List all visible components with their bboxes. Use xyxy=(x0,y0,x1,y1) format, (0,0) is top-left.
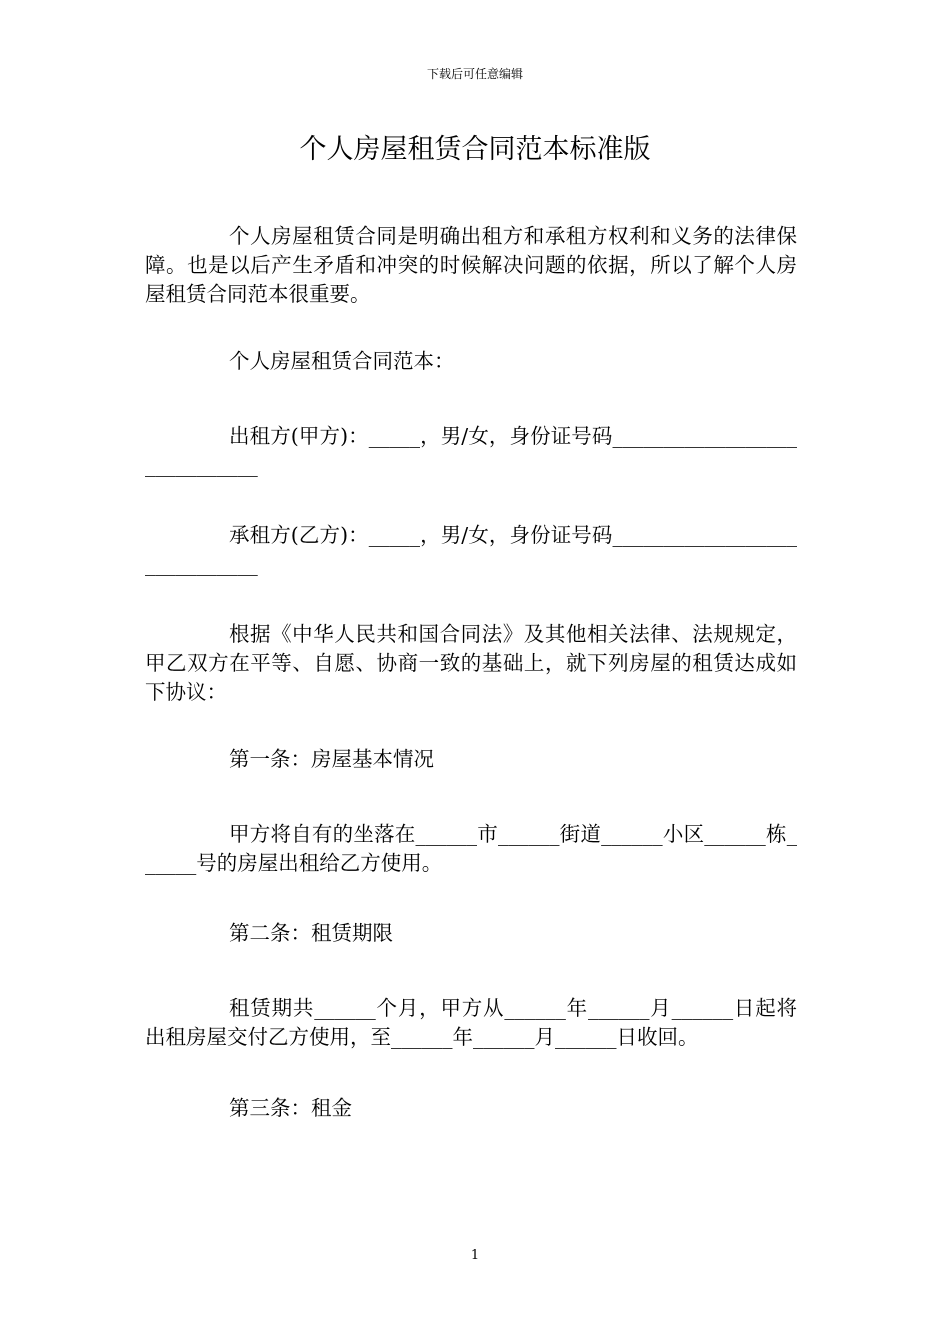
article-1-heading: 第一条：房屋基本情况 xyxy=(229,747,434,771)
article-2-content: 租赁期共______个月，甲方从______年______月______日起将出租房屋交付乙方使用，至______年______月______日收回。 xyxy=(145,996,797,1049)
lessor-line: 出租方(甲方)：_____，男/女，身份证号码_____________________________ xyxy=(145,424,797,477)
lessee-line: 承租方(乙方)：_____，男/女，身份证号码_____________________________ xyxy=(145,523,797,576)
template-heading: 个人房屋租赁合同范本： xyxy=(229,349,455,373)
article-2-heading: 第二条：租赁期限 xyxy=(229,921,393,945)
page-number: 1 xyxy=(470,1248,480,1263)
legal-basis-paragraph: 根据《中华人民共和国合同法》及其他相关法律、法规规定，甲乙双方在平等、自愿、协商一致的基础上，就下列房屋的租赁达成如下协议： xyxy=(145,622,797,704)
header-note: 下载后可任意编辑 xyxy=(426,67,523,81)
article-3-heading: 第三条：租金 xyxy=(229,1096,352,1120)
document-title: 个人房屋租赁合同范本标准版 xyxy=(299,134,651,165)
article-1-content: 甲方将自有的坐落在______市______街道______小区______栋______号的房屋出租给乙方使用。 xyxy=(145,822,797,875)
intro-paragraph: 个人房屋租赁合同是明确出租方和承租方权利和义务的法律保障。也是以后产生矛盾和冲突的时候解决问题的依据，所以了解个人房屋租赁合同范本很重要。 xyxy=(145,224,797,306)
